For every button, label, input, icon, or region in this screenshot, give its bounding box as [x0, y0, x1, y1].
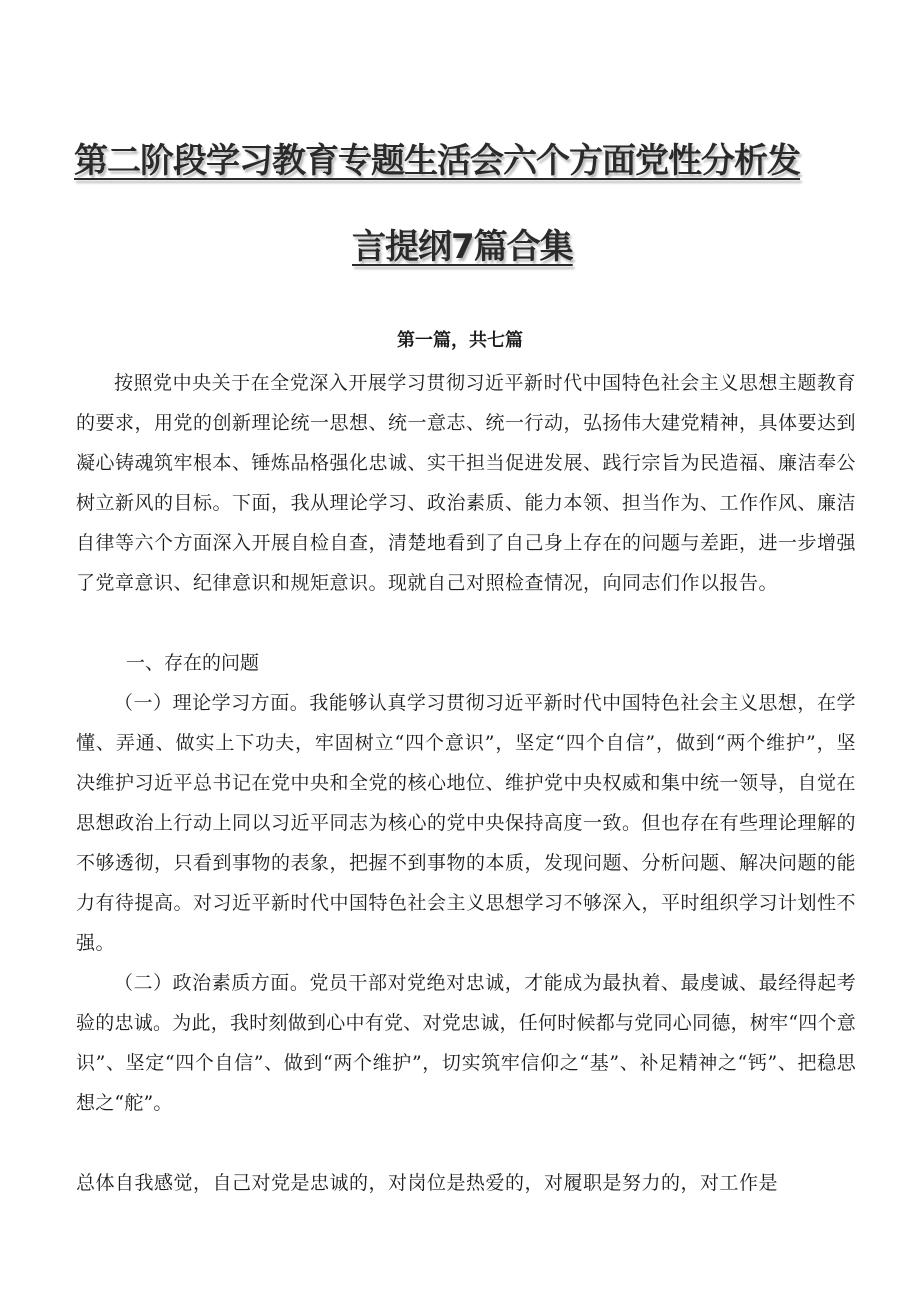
document-subtitle: 第一篇，共七篇 [397, 330, 523, 351]
political-quality-paragraph: （二）政治素质方面。党员干部对党绝对忠诚，才能成为最执着、最虔诚、最经得起考验的忠诚。为此，我时刻做到心中有党、对党忠诚，任何时候都与党同心同德，树牢“四个意识”、坚定“四个自信”、做到“两个维护”，切实筑牢信仰之“基”、补足精神之“钙”、把稳思想之“舵”。 [76, 972, 856, 1114]
theory-study-paragraph: （一）理论学习方面。我能够认真学习贯彻习近平新时代中国特色社会主义思想，在学懂、弄通、做实上下功夫，牢固树立“四个意识”，坚定“四个自信”，做到“两个维护”，坚决维护习近平总书记在党中央和全党的核心地位、维护党中央权威和集中统一领导，自觉在思想政治上行动上同以习近平同志为核心的党中央保持高度一致。但也存在有些理论理解的不够透彻，只看到事物的表象，把握不到事物的本质，发现问题、分析问题、解决问题的能力有待提高。对习近平新时代中国特色社会主义思想学习不够深入，平时组织学习计划性不强。 [76, 692, 857, 954]
intro-paragraph: 按照党中央关于在全党深入开展学习贯彻习近平新时代中国特色社会主义思想主题教育的要求，用党的创新理论统一思想、统一意志、统一行动，弘扬伟大建党精神，具体要达到凝心铸魂筑牢根本、锤炼品格强化忠诚、实干担当促进发展、践行宗旨为民造福、廉洁奉公树立新风的目标。下面，我从理论学习、政治素质、能力本领、担当作为、工作作风、廉洁自律等六个方面深入开展自检自查，清楚地看到了自己身上存在的问题与差距，进一步增强了党章意识、纪律意识和规矩意识。现就自己对照检查情况，向同志们作以报告。 [76, 372, 857, 594]
section-heading: 一、存在的问题 [126, 652, 260, 674]
summary-paragraph: 总体自我感觉，自己对党是忠诚的，对岗位是热爱的，对履职是努力的，对工作是 [76, 1172, 779, 1194]
document-title-line-2: 言提纲7篇合集 [352, 227, 573, 267]
document-title-line-1: 第二阶段学习教育专题生活会六个方面党性分析发 [74, 141, 800, 181]
